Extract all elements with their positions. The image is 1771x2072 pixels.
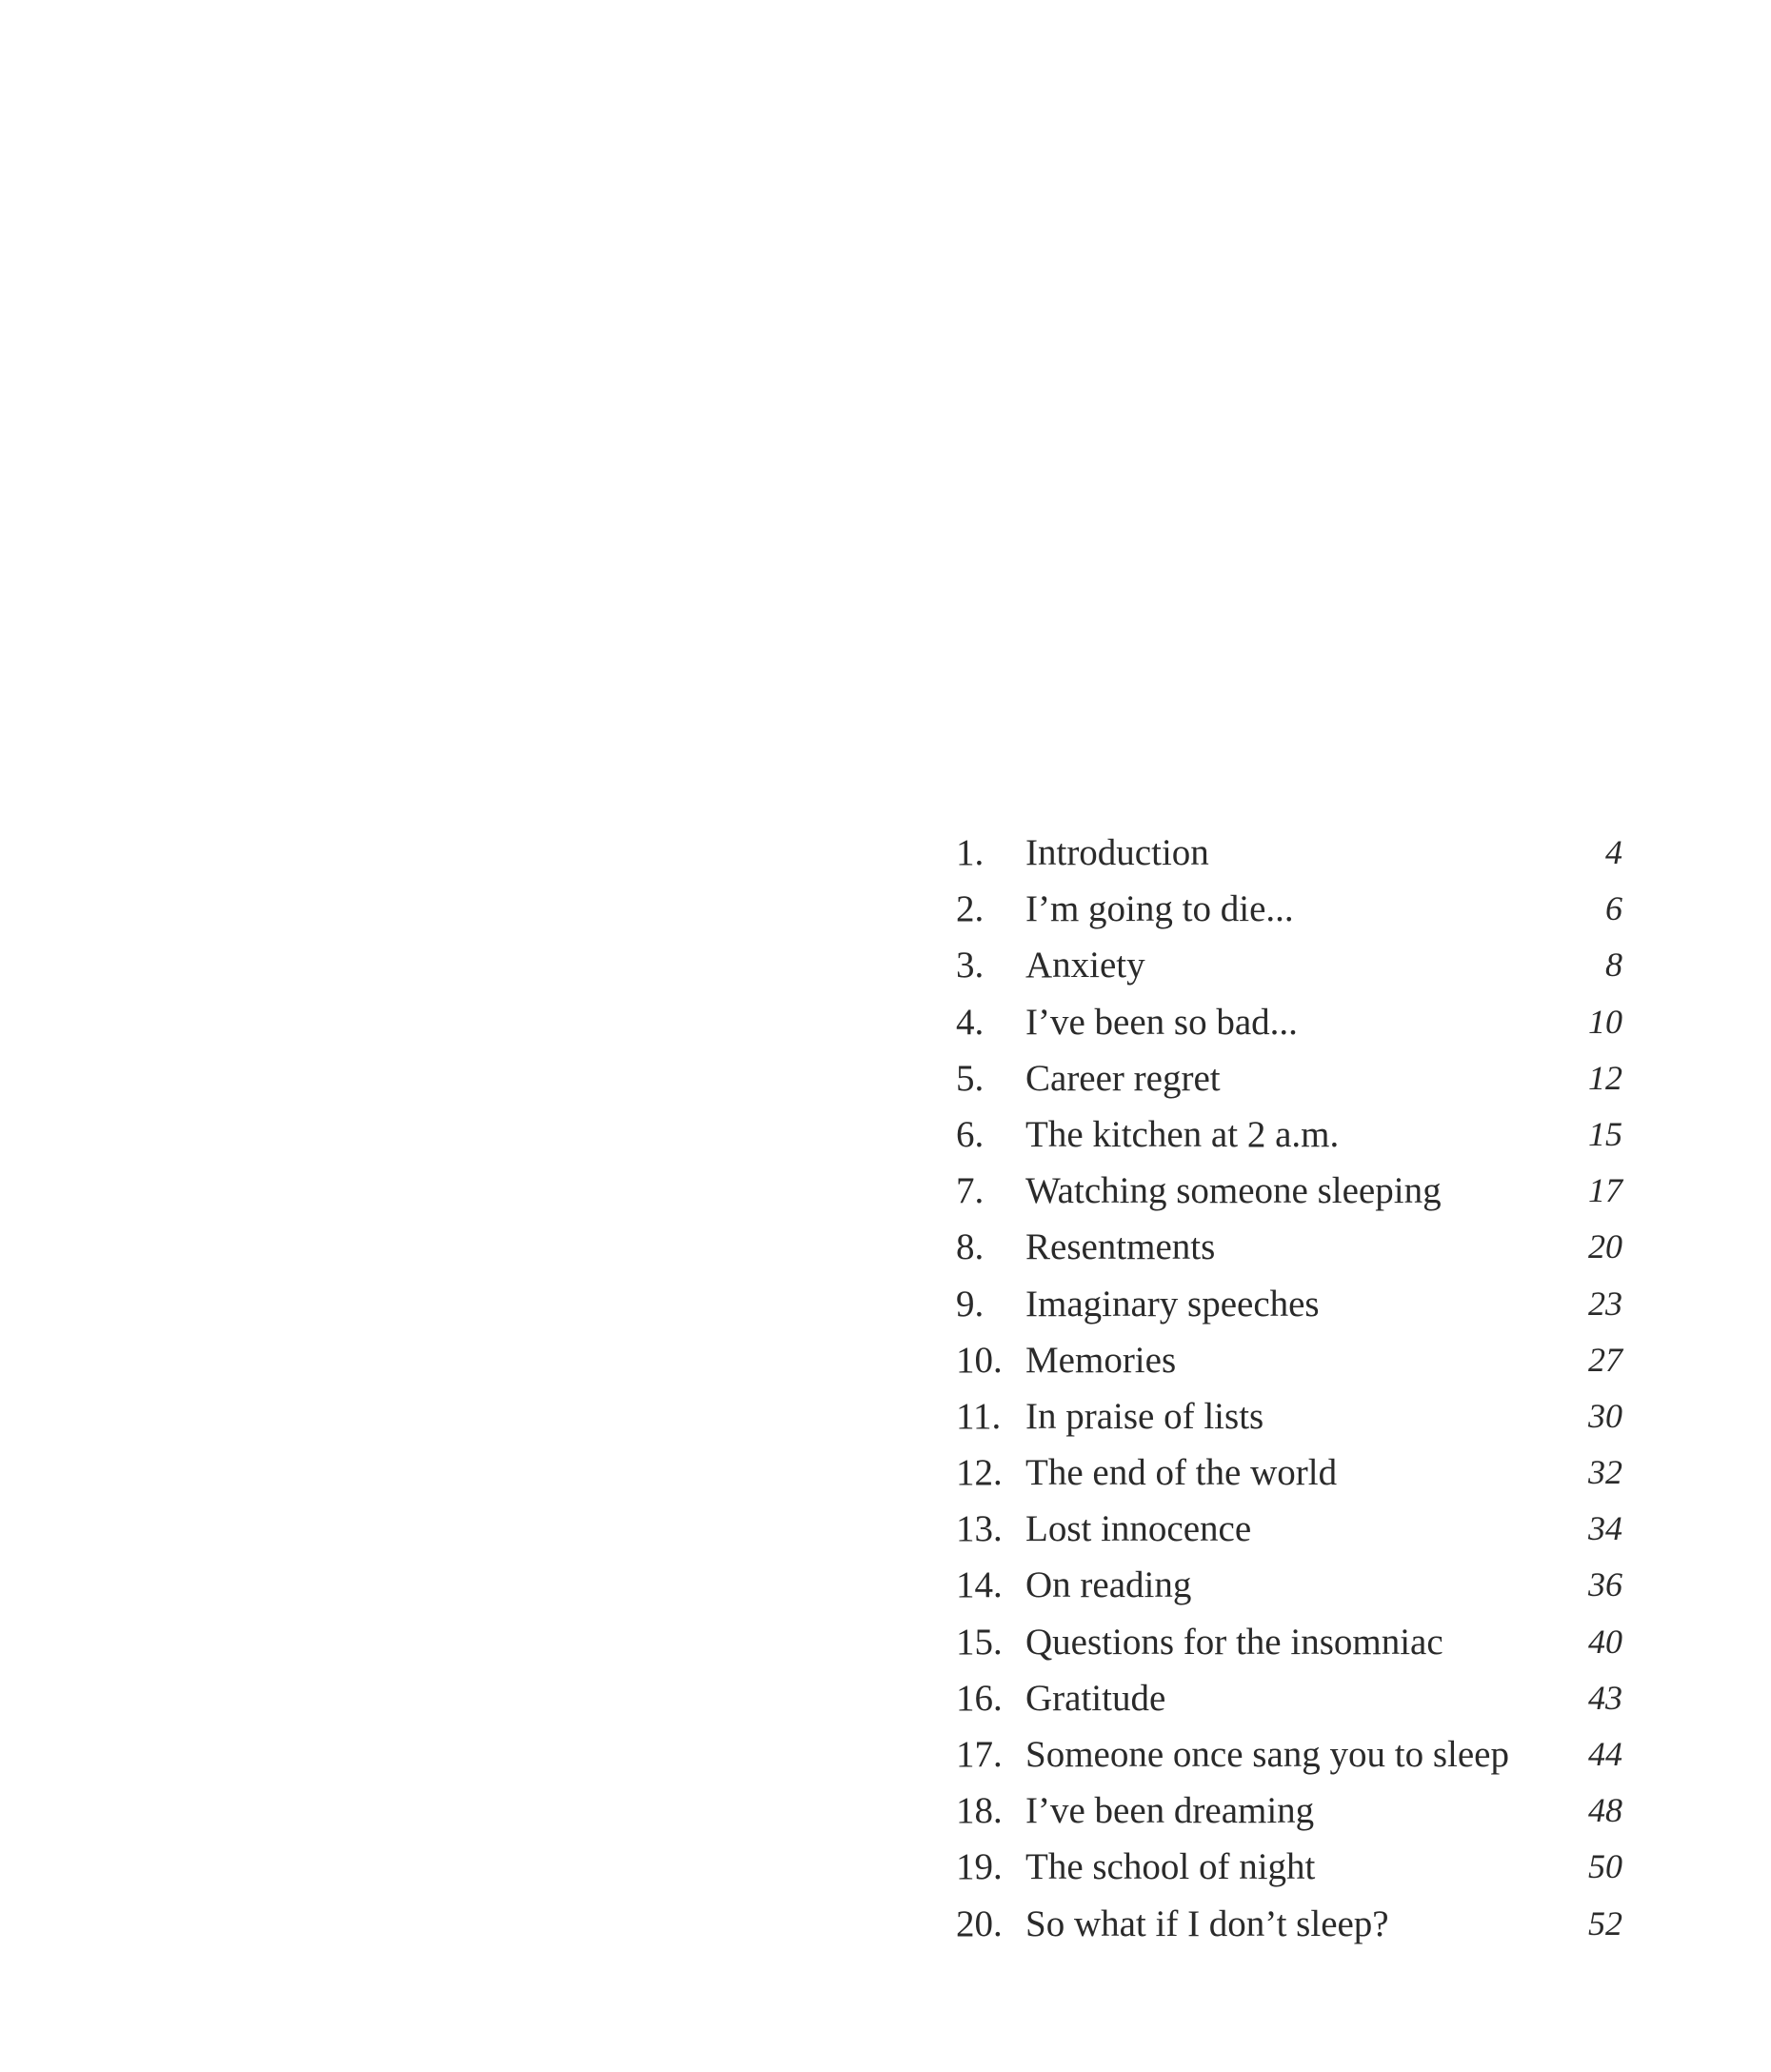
page-number: 17 (1588, 1171, 1622, 1210)
toc-entry (956, 1163, 1622, 1219)
toc-entry (956, 937, 1622, 993)
page-number: 4 (1605, 833, 1622, 871)
chapter-number: 17. (956, 1734, 1003, 1775)
chapter-number: 15. (956, 1621, 1003, 1663)
page-number: 36 (1588, 1565, 1622, 1604)
page-number: 20 (1588, 1227, 1622, 1266)
chapter-title: The school of night (1025, 1846, 1316, 1888)
chapter-number: 7. (956, 1170, 985, 1212)
chapter-number: 5. (956, 1057, 985, 1099)
toc-entry (956, 825, 1622, 881)
toc-entry (956, 1783, 1622, 1839)
toc-entry (956, 1332, 1622, 1388)
table-of-contents (956, 825, 1622, 1952)
chapter-number: 8. (956, 1226, 985, 1268)
page-number: 50 (1588, 1847, 1622, 1886)
chapter-number: 16. (956, 1677, 1003, 1719)
chapter-title: Introduction (1025, 832, 1209, 873)
toc-entry (956, 1106, 1622, 1163)
toc-entry (956, 1726, 1622, 1783)
chapter-title: Watching someone sleeping (1025, 1170, 1442, 1212)
toc-entry (956, 1276, 1622, 1332)
toc-entry (956, 1388, 1622, 1444)
chapter-title: Imaginary speeches (1025, 1283, 1320, 1325)
chapter-number: 12. (956, 1452, 1003, 1494)
chapter-title: Gratitude (1025, 1677, 1166, 1719)
page-number: 34 (1588, 1509, 1622, 1548)
toc-entry (956, 1501, 1622, 1557)
toc-entry (956, 1839, 1622, 1895)
chapter-number: 19. (956, 1846, 1003, 1888)
chapter-number: 14. (956, 1564, 1003, 1606)
toc-entry (956, 1557, 1622, 1613)
chapter-title: Someone once sang you to sleep (1025, 1734, 1509, 1775)
chapter-number: 18. (956, 1790, 1003, 1832)
page-number: 30 (1588, 1396, 1622, 1435)
chapter-number: 13. (956, 1508, 1003, 1550)
chapter-title: I’ve been so bad... (1025, 1001, 1298, 1043)
page-number: 8 (1605, 946, 1622, 985)
page-number: 10 (1588, 1002, 1622, 1041)
page-number: 44 (1588, 1735, 1622, 1773)
chapter-number: 6. (956, 1113, 985, 1155)
chapter-number: 20. (956, 1903, 1003, 1944)
page-number: 6 (1605, 889, 1622, 928)
chapter-title: I’m going to die... (1025, 888, 1294, 930)
chapter-title: So what if I don’t sleep? (1025, 1903, 1389, 1944)
toc-entry (956, 1050, 1622, 1106)
chapter-title: On reading (1025, 1564, 1192, 1606)
chapter-number: 11. (956, 1395, 1002, 1437)
page-number: 43 (1588, 1678, 1622, 1717)
chapter-number: 4. (956, 1001, 985, 1043)
chapter-title: The end of the world (1025, 1452, 1338, 1494)
toc-entry (956, 994, 1622, 1050)
chapter-number: 9. (956, 1283, 985, 1325)
page-number: 40 (1588, 1622, 1622, 1661)
chapter-number: 3. (956, 945, 985, 986)
toc-entry (956, 1896, 1622, 1952)
chapter-title: In praise of lists (1025, 1395, 1264, 1437)
chapter-title: Career regret (1025, 1057, 1221, 1099)
chapter-title: I’ve been dreaming (1025, 1790, 1315, 1832)
page-number: 23 (1588, 1284, 1622, 1323)
page-number: 32 (1588, 1453, 1622, 1492)
chapter-title: Memories (1025, 1339, 1177, 1381)
chapter-number: 1. (956, 832, 985, 873)
chapter-title: The kitchen at 2 a.m. (1025, 1113, 1340, 1155)
toc-entry (956, 881, 1622, 937)
chapter-title: Anxiety (1025, 945, 1145, 986)
toc-entry (956, 1670, 1622, 1726)
chapter-title: Lost innocence (1025, 1508, 1252, 1550)
chapter-number: 2. (956, 888, 985, 930)
toc-entry (956, 1614, 1622, 1670)
page-number: 48 (1588, 1791, 1622, 1830)
page-number: 27 (1588, 1340, 1622, 1379)
chapter-number: 10. (956, 1339, 1003, 1381)
page-number: 15 (1588, 1114, 1622, 1153)
chapter-title: Questions for the insomniac (1025, 1621, 1443, 1663)
toc-entry (956, 1444, 1622, 1501)
page-number: 52 (1588, 1903, 1622, 1942)
toc-entry (956, 1219, 1622, 1275)
page-number: 12 (1588, 1058, 1622, 1097)
chapter-title: Resentments (1025, 1226, 1216, 1268)
